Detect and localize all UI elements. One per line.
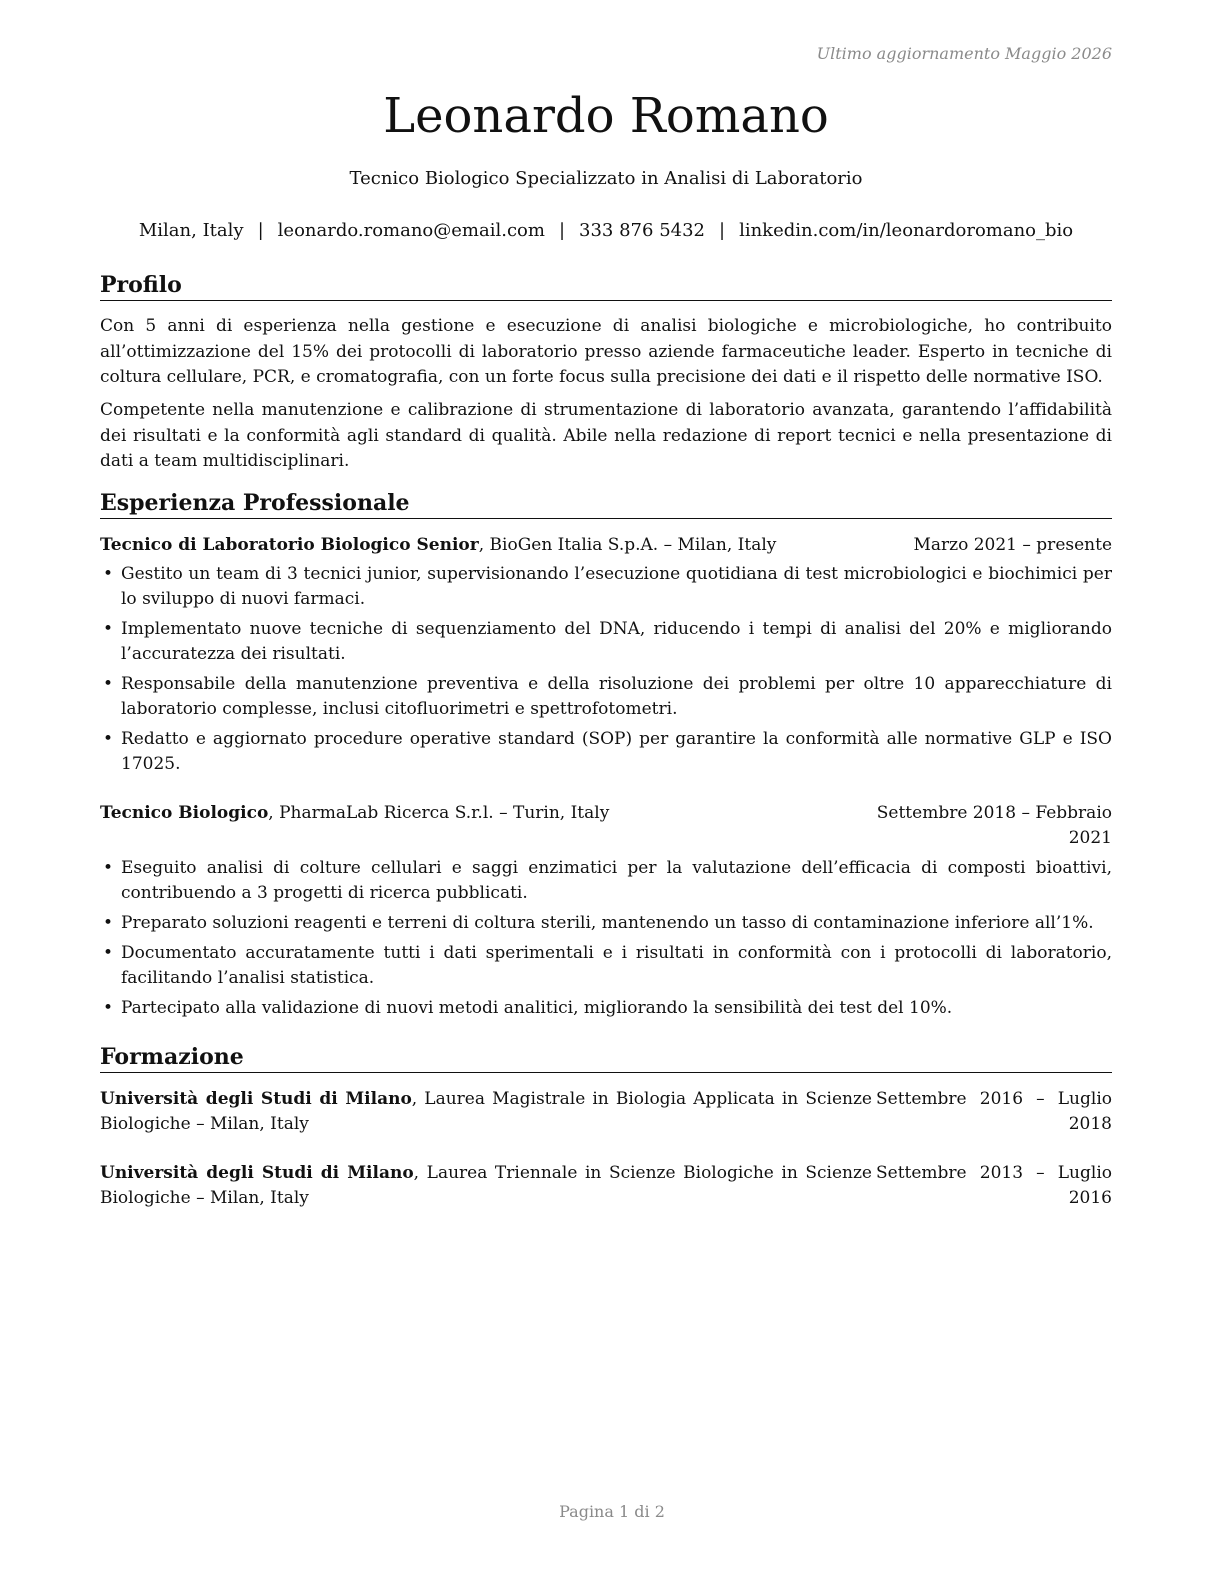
education-dates: Settembre 2013 – Luglio 2016 — [876, 1163, 1112, 1208]
job-header — [100, 533, 1112, 559]
education-degree: Università degli Studi di Milano, Laurea Triennale in Scienze Biologiche in Scienze Biologiche – Milan, Italy — [100, 1163, 872, 1208]
education-degree: Università degli Studi di Milano, Laurea Magistrale in Biologia Applicata in Scienze Biologiche – Milan, Italy — [100, 1089, 872, 1134]
list-item: • Partecipato alla validazione di nuovi metodi analitici, migliorando la sensibilità dei test del 10%. — [100, 996, 1112, 1021]
list-item: • Eseguito analisi di colture cellulari e saggi enzimatici per la valutazione dell’efficacia di composti bioattivi, contribuendo a 3 progetti di ricerca pubblicati. — [103, 858, 1112, 903]
section-heading-education: Formazione — [100, 1043, 1112, 1073]
job-header — [100, 801, 1112, 853]
last-updated-note: Ultimo aggiornamento Maggio 2026 — [816, 44, 1112, 63]
job-title-line — [100, 801, 609, 826]
candidate-title: Tecnico Biologico Specializzato in Analisi di Laboratorio — [349, 168, 863, 189]
list-item: • Redatto e aggiornato procedure operative standard (SOP) per garantire la conformità alle normative GLP e ISO 17025. — [103, 729, 1112, 774]
list-item: • Gestito un team di 3 tecnici junior, supervisionando l’esecuzione quotidiana di test microbiologici e biochimici per lo sviluppo di nuovi farmaci. — [103, 564, 1112, 609]
section-heading-profile: Profilo — [100, 271, 1112, 301]
education-dates: Settembre 2016 – Luglio 2018 — [876, 1089, 1112, 1134]
profile-paragraph: Con 5 anni di esperienza nella gestione e esecuzione di analisi biologiche e microbiologiche, ho contribuito all’ottimizzazione del 15% dei protocolli di laboratorio presso aziende farmaceutiche leader. Esperto in tecniche di coltura cellulare, PCR, e cromatografia, con un forte focus sulla precisione dei dati e il rispetto delle normative ISO. — [100, 316, 1112, 387]
contact-linkedin[interactable]: linkedin.com/in/leonardoromano_bio — [739, 220, 1074, 241]
job-role: Tecnico Biologico — [100, 803, 269, 823]
education-school: Università degli Studi di Milano — [100, 1163, 414, 1183]
contact-phone: 333 876 5432 — [579, 220, 705, 241]
bullet-icon: • — [103, 998, 114, 1018]
job-bullet-list — [100, 856, 1112, 1026]
list-item: • Documentato accuratamente tutti i dati sperimentali e i risultati in conformità con i protocolli di laboratorio, facilitando l’analisi statistica. — [103, 943, 1112, 988]
list-item: • Preparato soluzioni reagenti e terreni di coltura sterili, mantenendo un tasso di contaminazione inferiore all’1%. — [100, 911, 1112, 936]
bullet-icon: • — [103, 729, 114, 749]
list-item: • Responsabile della manutenzione preventiva e della risoluzione dei problemi per oltre 10 apparecchiature di laboratorio complesse, inclusi citofluorimetri e spettrofotometri. — [103, 674, 1112, 719]
contact-separator: | — [257, 220, 264, 241]
contact-separator: | — [719, 220, 726, 241]
job-title-line — [100, 533, 776, 558]
section-heading-experience: Esperienza Professionale — [100, 489, 1112, 519]
bullet-icon: • — [103, 858, 114, 878]
contact-email[interactable]: leonardo.romano@email.com — [277, 220, 545, 241]
job-role: Tecnico di Laboratorio Biologico Senior — [100, 535, 479, 555]
education-entry — [100, 1087, 1112, 1139]
bullet-icon: • — [103, 564, 114, 584]
job-company: , BioGen Italia S.p.A. – Milan, Italy — [478, 535, 777, 555]
candidate-name: Leonardo Romano — [383, 88, 829, 144]
contact-separator: | — [558, 220, 566, 241]
resume-page — [100, 0, 1112, 1584]
education-school: Università degli Studi di Milano — [100, 1089, 412, 1109]
job-dates: Marzo 2021 – presente — [913, 535, 1112, 555]
profile-paragraph: Competente nella manutenzione e calibrazione di strumentazione di laboratorio avanzata, garantendo l’affidabilità dei risultati e la conformità agli standard di qualità. Abile nella redazione di report tecnici e nella presentazione di dati a team multidisciplinari. — [100, 400, 1112, 471]
job-dates: Settembre 2018 – Febbraio 2021 — [876, 803, 1112, 848]
bullet-icon: • — [103, 943, 114, 963]
bullet-icon: • — [103, 619, 114, 639]
job-bullet-list — [100, 562, 1112, 782]
page-number: Pagina 1 di 2 — [559, 1502, 665, 1521]
education-entry — [100, 1161, 1112, 1213]
bullet-icon: • — [103, 913, 114, 933]
contact-line — [100, 219, 1112, 243]
list-item: • Implementato nuove tecniche di sequenziamento del DNA, riducendo i tempi di analisi del 20% e migliorando l’accuratezza dei risultati. — [103, 619, 1112, 664]
contact-location: Milan, Italy — [138, 220, 244, 241]
job-company: , PharmaLab Ricerca S.r.l. – Turin, Italy — [268, 803, 610, 823]
bullet-icon: • — [103, 674, 114, 694]
